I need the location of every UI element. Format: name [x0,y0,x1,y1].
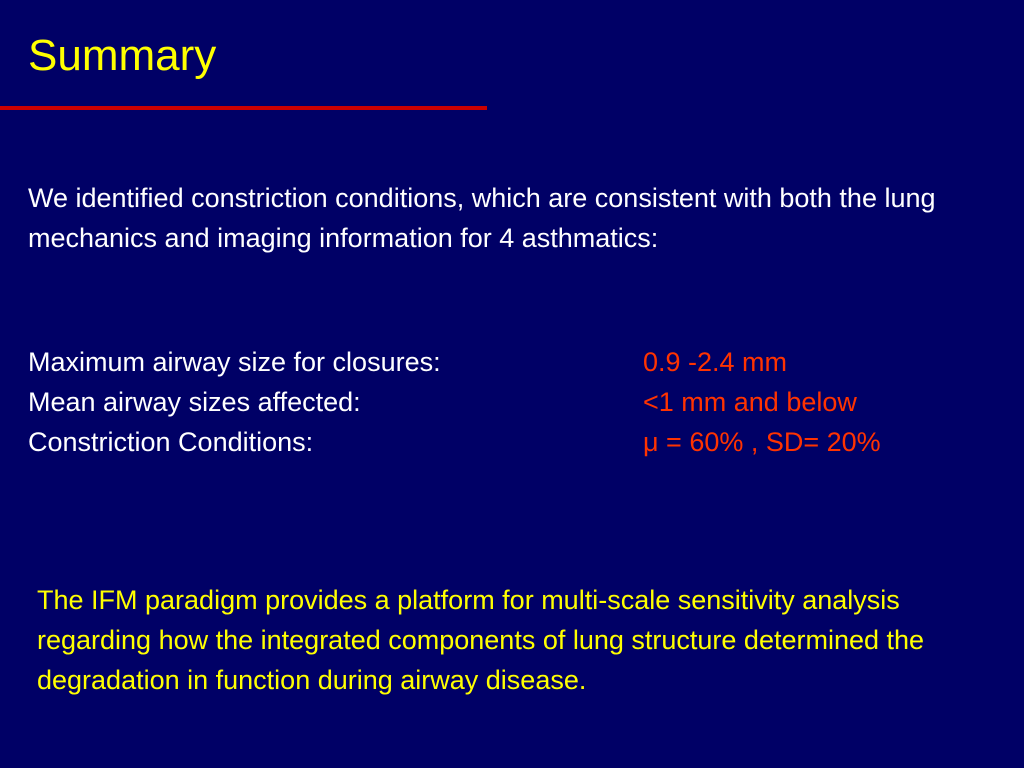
metrics-list [28,342,988,462]
slide-title: Summary [28,31,217,80]
metric-label: Maximum airway size for closures: [28,347,441,377]
metric-label: Mean airway sizes affected: [28,387,361,417]
title-underline [0,106,487,110]
metric-label: Constriction Conditions: [28,427,314,457]
conclusion-paragraph: The IFM paradigm provides a platform for multi-scale sensitivity analysis regarding how the integrated components of lung structure determined the degradation in function during airway disease. [37,585,925,695]
intro-paragraph: We identified constriction conditions, which are consistent with both the lung mechanics and imaging information for 4 asthmatics: [28,183,936,253]
metric-row-mean-airway-sizes [28,382,988,422]
metric-row-max-airway-size [28,342,988,382]
metric-row-constriction-conditions [28,422,988,462]
metric-value: μ = 60% , SD= 20% [643,427,881,457]
metric-value: <1 mm and below [643,387,857,417]
metric-value: 0.9 -2.4 mm [643,347,788,377]
